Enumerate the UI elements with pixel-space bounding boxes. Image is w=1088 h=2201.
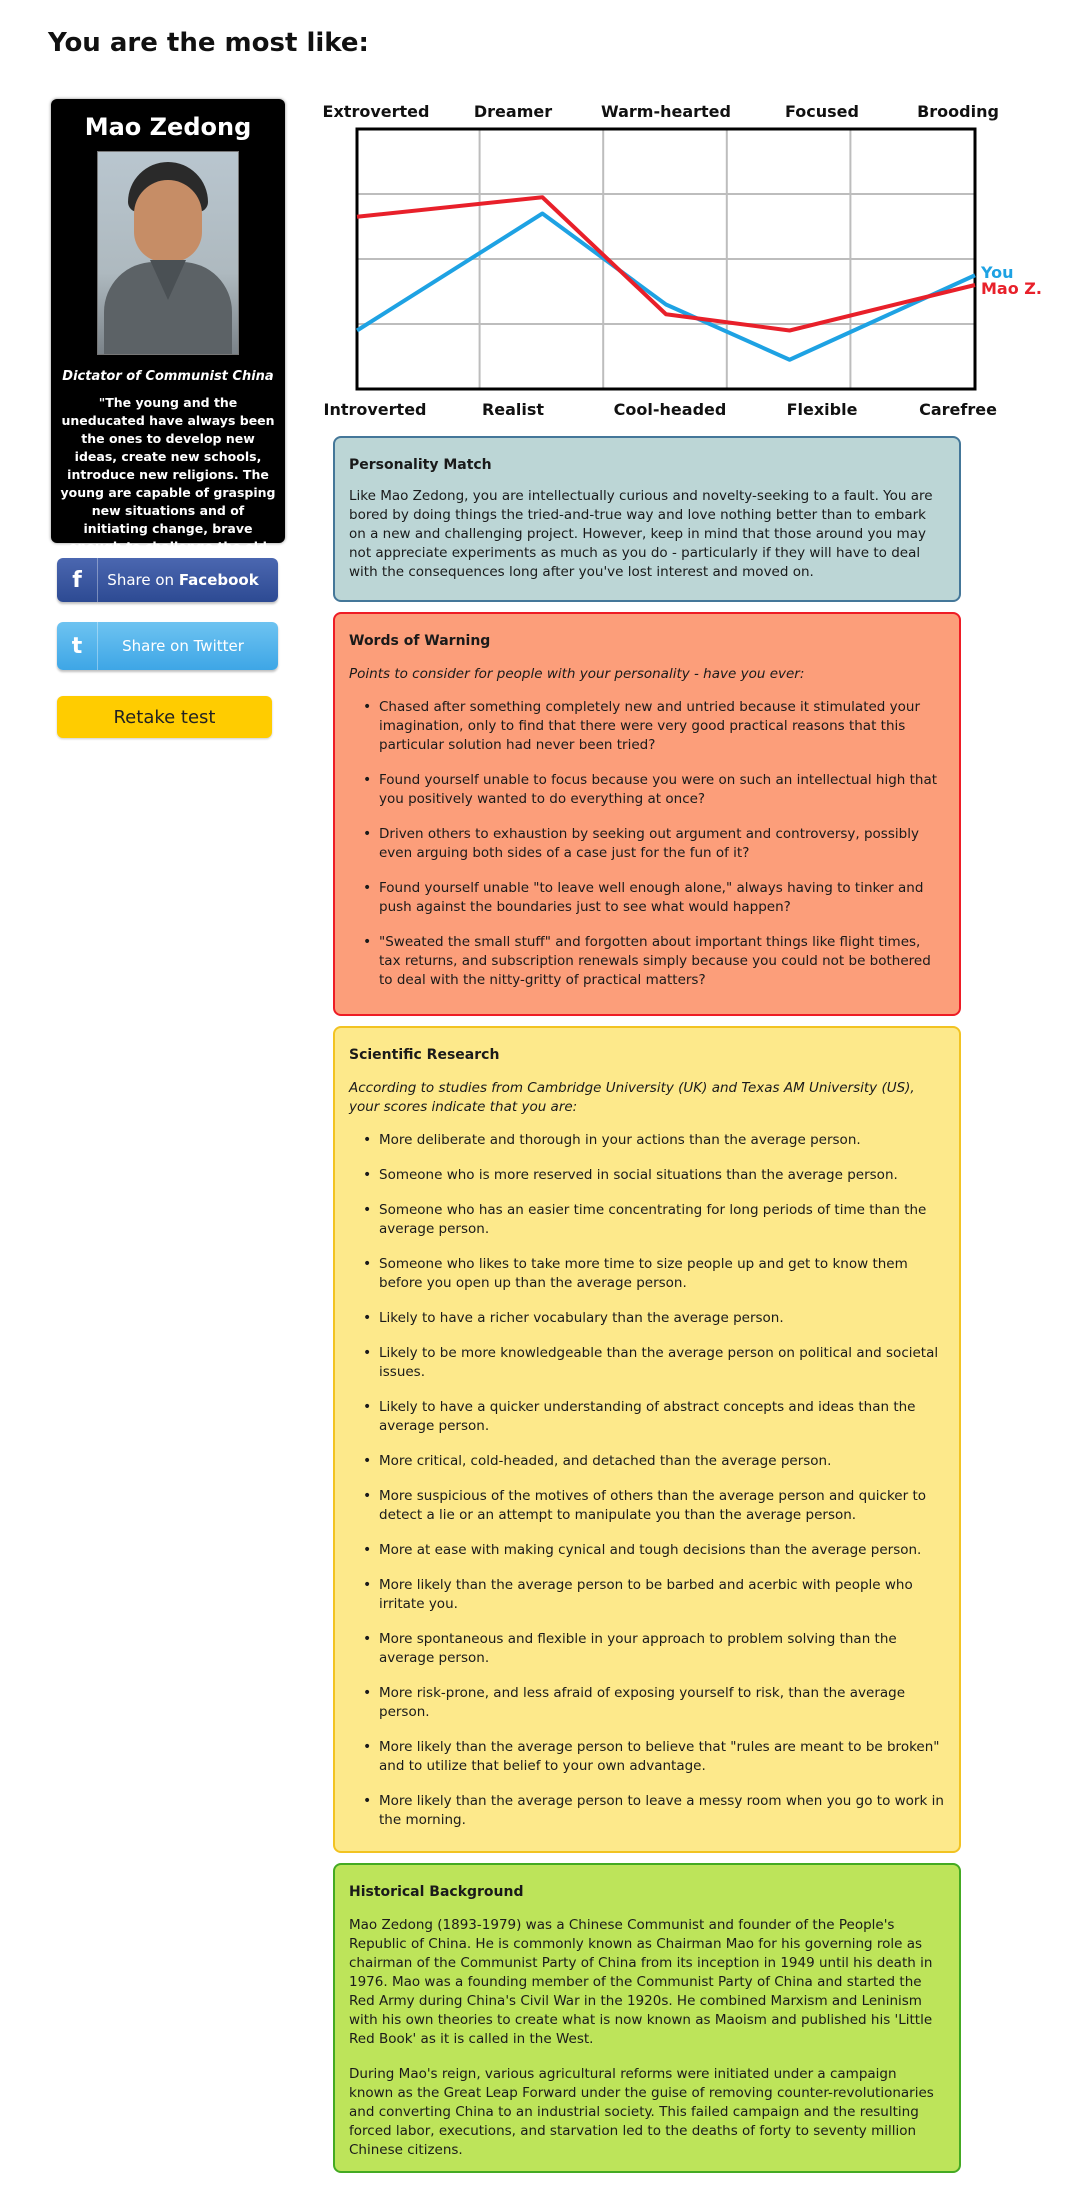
list-item: • Likely to have a quicker understanding of abstract concepts and ideas than the average person. (379, 1398, 945, 1436)
list-item: • More deliberate and thorough in your actions than the average person. (379, 1131, 945, 1150)
twitter-icon: t (57, 622, 98, 670)
personality-chart (320, 95, 1050, 425)
series-line-mao (357, 197, 975, 330)
warning-title: Words of Warning (349, 633, 491, 649)
profile-quote: "The young and the uneducated have always been the ones to develop new ideas, create new schools, introduce new religions. The young are capable of grasping new situations and of initiating change, brave enough to challenge the old (60, 395, 276, 554)
retake-test-button[interactable]: Retake test (57, 696, 272, 738)
portrait-image (97, 151, 239, 355)
list-item: • "Sweated the small stuff" and forgotten about important things like flight times, tax returns, and subscription renewals simply because you could not be bothered to deal with the nitty-gritty of practical matters? (379, 933, 945, 990)
personality-match-title: Personality Match (349, 457, 492, 473)
series-label: You (981, 263, 1014, 282)
science-intro: According to studies from Cambridge University (UK) and Texas AM University (US), your scores indicate that you are: (349, 1080, 915, 1115)
facebook-icon: f (57, 558, 98, 602)
chart-top-label: Dreamer (473, 102, 553, 121)
list-item: • More at ease with making cynical and tough decisions than the average person. (379, 1541, 945, 1560)
share-facebook-button[interactable] (57, 558, 278, 602)
list-item: • More risk-prone, and less afraid of exposing yourself to risk, than the average person. (379, 1684, 945, 1722)
chart-bottom-label: Introverted (323, 400, 427, 419)
chart-top-label: Focused (785, 102, 859, 121)
list-item: • Someone who is more reserved in social situations than the average person. (379, 1166, 945, 1185)
science-box (333, 1026, 961, 1853)
chart-top-label: Brooding (917, 102, 999, 121)
list-item: • Likely to be more knowledgeable than the average person on political and societal issues. (379, 1344, 945, 1382)
chart-top-label: Extroverted (322, 102, 430, 121)
series-line-you (357, 214, 975, 360)
list-item: • More likely than the average person to be barbed and acerbic with people who irritate you. (379, 1576, 945, 1614)
warning-box (333, 612, 961, 1016)
chart-bottom-label: Cool-headed (613, 400, 727, 419)
list-item: • More spontaneous and flexible in your approach to problem solving than the average person. (379, 1630, 945, 1668)
series-label: Mao Z. (981, 279, 1042, 298)
list-item: • Someone who has an easier time concentrating for long periods of time than the average person. (379, 1201, 945, 1239)
warning-list (349, 698, 945, 990)
chart-bottom-label: Flexible (786, 400, 858, 419)
history-paragraph-2: During Mao's reign, various agricultural reforms were initiated under a campaign known as the Great Leap Forward under the guise of removing counter-revolutionaries and converting China to an industrial society. This failed campaign and the resulting forced labor, executions, and starvation led to the deaths of forty to seventy million Chinese citizens. (349, 2066, 934, 2158)
chart-top-label: Warm-hearted (601, 102, 731, 121)
history-title: Historical Background (349, 1884, 524, 1900)
list-item: • Someone who likes to take more time to size people up and get to know them before you open up than the average person. (379, 1255, 945, 1293)
list-item: • Found yourself unable to focus because you were on such an intellectual high that you positively wanted to do everything at once? (379, 771, 945, 809)
history-box (333, 1863, 961, 2173)
list-item: • More likely than the average person to leave a messy room when you go to work in the morning. (379, 1792, 945, 1830)
chart-svg (320, 95, 1050, 425)
list-item: • More suspicious of the motives of others than the average person and quicker to detect a lie or an attempt to manipulate you than the average person. (379, 1487, 945, 1525)
warning-intro: Points to consider for people with your personality - have you ever: (349, 666, 805, 682)
list-item: • Driven others to exhaustion by seeking out argument and controversy, possibly even arguing both sides of a case just for the fun of it? (379, 825, 945, 863)
profile-name: Mao Zedong (84, 113, 252, 141)
list-item: • More likely than the average person to believe that "rules are meant to be broken" and to utilize that belief to your own advantage. (379, 1738, 945, 1776)
personality-match-box (333, 436, 961, 602)
share-facebook-label: Share on Facebook (107, 571, 259, 589)
science-title: Scientific Research (349, 1047, 500, 1063)
list-item: • More critical, cold-headed, and detached than the average person. (379, 1452, 945, 1471)
share-twitter-button[interactable] (57, 622, 278, 670)
science-list (349, 1131, 945, 1830)
profile-role: Dictator of Communist China (62, 369, 274, 384)
profile-card (51, 99, 285, 554)
personality-match-text: Like Mao Zedong, you are intellectually curious and novelty-seeking to a fault. You are bored by doing things the tried-and-true way and love nothing better than to embark on a new and challenging project. However, keep in mind that those around you may not appreciate experiments as much as you do - particularly if they will have to deal with the consequences long after you've lost interest and moved on. (349, 488, 933, 580)
list-item: • Likely to have a richer vocabulary than the average person. (379, 1309, 945, 1328)
history-paragraph-1: Mao Zedong (1893-1979) was a Chinese Communist and founder of the People's Republic of China. He is commonly known as Chairman Mao for his governing role as chairman of the Communist Party of China from its inception in 1949 until his death in 1976. Mao was a founding member of the Communist Party of China and started the Red Army during China's Civil War in the 1920s. He combined Marxism and Leninism with his own theories to create what is now known as Maoism and published his 'Little Red Book' as it is called in the West. (349, 1917, 933, 2047)
chart-bottom-label: Carefree (919, 400, 997, 419)
list-item: • Chased after something completely new and untried because it stimulated your imagination, only to find that there were very good practical reasons that this particular solution had never been tried? (379, 698, 945, 755)
share-twitter-label: Share on Twitter (122, 637, 244, 655)
page-title: You are the most like: (48, 28, 369, 58)
chart-bottom-label: Realist (481, 400, 545, 419)
list-item: • Found yourself unable "to leave well enough alone," always having to tinker and push against the boundaries just to see what would happen? (379, 879, 945, 917)
